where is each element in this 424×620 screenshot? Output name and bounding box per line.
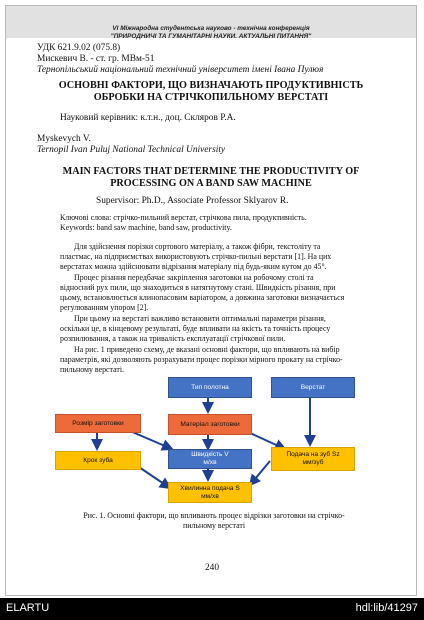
supervisor-en: Supervisor: Ph.D., Associate Professor Sklyarov R. — [96, 196, 289, 206]
text-line: При цьому на верстаті важливо встановити оптимальні параметри різання, — [74, 314, 326, 323]
box-speed — [168, 449, 252, 469]
supervisor-ua: Науковий керівник: к.т.н., доц. Скляров Р.А. — [60, 113, 236, 123]
feed-per-tooth-unit: мм/зуб — [302, 459, 324, 466]
caption-line: Рис. 1. Основні фактори, що впливають процес відрізки заготовки на стрічко- — [83, 511, 345, 520]
footer-bar — [0, 598, 424, 620]
feed-per-tooth-label: Подача на зуб Sz — [286, 451, 340, 458]
footer-handle: hdl:lib/41297 — [355, 602, 418, 614]
title-en-line: MAIN FACTORS THAT DETERMINE THE PRODUCTIVITY OF — [62, 166, 360, 177]
box-workpiece-material: Матеріал заготовки — [168, 414, 252, 435]
text-line: пильному верстаті. — [60, 365, 124, 374]
page-number: 240 — [204, 563, 220, 573]
caption-line: пильному верстаті — [182, 521, 246, 530]
box-machine: Верстат — [271, 377, 355, 398]
institution-ua: Тернопільський національний технічний університет імені Івана Пулюя — [37, 65, 324, 75]
speed-label: Швидкість V — [191, 451, 229, 458]
keywords-ua: Ключові слова: стрічко-пильний верстат, стрічкова пила, продуктивність. — [60, 213, 307, 222]
conference-name: VI Міжнародна студентська науково - технічна конференція — [112, 25, 310, 32]
author-en: Myskevych V. — [37, 134, 91, 144]
box-workpiece-size: Розмір заготовки — [55, 414, 141, 433]
box-feed-per-tooth — [271, 447, 355, 471]
text-line: параметрів, які дозволяють розрахувати процес порізки мірного прокату на стрічко- — [60, 355, 343, 364]
text-line: верстатах можна здійснювати відрізання матеріалу під будь-яким кутом до 45°. — [60, 262, 327, 271]
title-ua-line: ОСНОВНІ ФАКТОРИ, ЩО ВИЗНАЧАЮТЬ ПРОДУКТИВНІСТЬ — [58, 80, 364, 91]
box-minute-feed — [168, 482, 252, 503]
minute-feed-unit: мм/хв — [201, 492, 219, 500]
arrow — [250, 461, 270, 485]
keywords-en: Keywords: band saw machine, band saw, productivity. — [60, 223, 232, 232]
text-line: Для здійснення порізки сортового матеріалу, а також фібри, текстоліту та — [74, 242, 321, 251]
box-blade-type: Тип полотна — [168, 377, 252, 398]
text-line: відносний рух пили, що знаходиться в натягнутому стані. Швидкість різання, при — [60, 283, 336, 292]
title-ua-line: ОБРОБКИ НА СТРІЧКОПИЛЬНОМУ ВЕРСТАТІ — [93, 92, 329, 103]
udc-code: УДК 621.9.02 (075.8) — [37, 43, 121, 53]
arrow — [130, 431, 172, 449]
conference-theme: "ПРИРОДНИЧІ ТА ГУМАНІТАРНІ НАУКИ. АКТУАЛЬНІ ПИТАННЯ" — [110, 33, 312, 40]
title-en-line: PROCESSING ON A BAND SAW MACHINE — [110, 178, 312, 189]
speed-unit: м/хв — [203, 459, 217, 466]
figure-caption — [80, 511, 348, 531]
text-line: регулюванням упором [2]. — [60, 303, 149, 312]
text-line: На рис. 1 приведено схему, де вказані основні фактори, що впливають на вибір — [74, 345, 340, 354]
text-line: пластмас, на підприємствах використовують стрічко-пильні верстати [1]. На цих — [60, 252, 332, 261]
box-tooth-pitch: Крок зуба — [55, 451, 141, 470]
text-line: розпилювання, а також на тривалість експлуатації стрічкової пили. — [60, 334, 286, 343]
institution-en: Ternopil Ivan Puluj National Technical University — [37, 145, 226, 155]
text-line: оскільки це, в кінцевому результаті, буде впливати на якість та точність процесу — [60, 324, 331, 333]
text-line: Процес різання передбачає закріплення заготовки на робочому столі та — [74, 273, 314, 282]
text-line: цьому, встановлюється клинопасовим варіатором, а довжина заготовки визначається — [60, 293, 345, 302]
minute-feed-label: Хвилинна подача S — [180, 484, 240, 492]
footer-repository: ELARTU — [6, 602, 50, 614]
author-ua: Мискевич В. - ст. гр. МВм-51 — [37, 54, 155, 64]
